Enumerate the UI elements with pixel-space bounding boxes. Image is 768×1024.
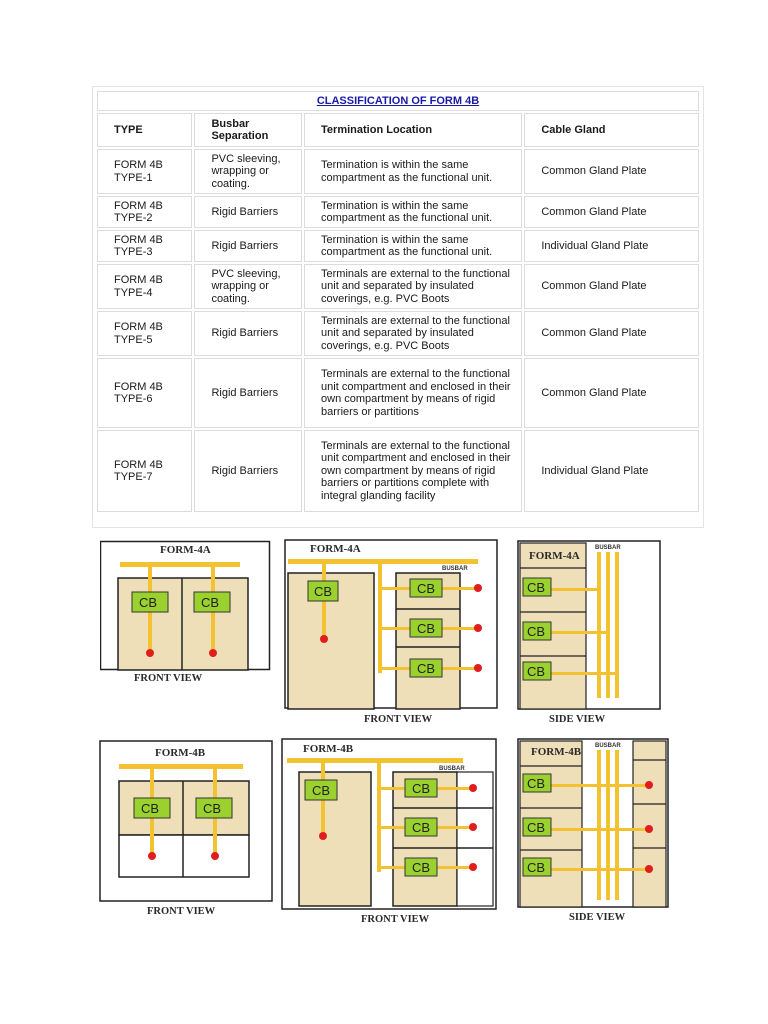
form4b-front-small-diagram [99,740,275,920]
cell-type: FORM 4B TYPE-7 [97,430,192,512]
header-termination-location: Termination Location [304,113,522,147]
cb-label: CB [527,860,546,875]
cb-label: CB [201,595,220,610]
terminal-compartment [119,835,249,877]
cell-termination: Terminals are external to the functional unit compartment and enclosed in their own compartment by means of rigid barriers or partitions complete with integral glanding facility [304,430,522,512]
terminal-dot [211,852,219,860]
cb-label: CB [314,584,333,599]
cb-label: CB [312,783,331,798]
cell-type: FORM 4B TYPE-2 [97,196,192,228]
busbar-label: BUSBAR [595,545,621,551]
diagram-caption: SIDE VIEW [549,714,606,725]
cb-label: CB [417,621,436,636]
diagram-title: FORM-4B [155,747,206,759]
table-row [97,430,699,512]
cb-label: CB [527,820,546,835]
table-row [97,149,699,194]
cell-gland: Common Gland Plate [524,311,699,356]
header-type: TYPE [97,113,192,147]
terminal-dot [148,852,156,860]
classification-table-frame [92,86,704,528]
header-cable-gland: Cable Gland [524,113,699,147]
terminal-dot [645,865,653,873]
cell-gland: Common Gland Plate [524,264,699,309]
terminal-column [457,772,493,906]
busbar-label: BUSBAR [442,566,468,572]
busbar [615,750,619,900]
terminal-dot [469,823,477,831]
cb-label: CB [417,581,436,596]
terminal-dot [319,832,327,840]
terminal-compartments [633,741,666,907]
busbar [615,552,619,698]
diagram-caption: FRONT VIEW [361,914,430,925]
table-row [97,358,699,428]
cell-termination: Termination is within the same compartment as the functional unit. [304,196,522,228]
cell-gland: Individual Gland Plate [524,230,699,262]
form4a-front-small-diagram [100,540,272,686]
cb-label: CB [139,595,158,610]
busbar [120,562,240,567]
cell-busbar: Rigid Barriers [194,311,302,356]
diagram-title: FORM-4A [529,550,580,562]
tap [537,828,649,831]
cell-busbar: PVC sleeving, wrapping or coating. [194,149,302,194]
cb-label: CB [412,860,431,875]
cell-busbar: Rigid Barriers [194,358,302,428]
diagram-title: FORM-4A [310,543,361,555]
cell-gland: Common Gland Plate [524,196,699,228]
table-row [97,196,699,228]
cb-label: CB [527,580,546,595]
busbar [287,758,463,763]
cell-busbar: Rigid Barriers [194,430,302,512]
cb-label: CB [203,801,222,816]
diagram-caption: SIDE VIEW [569,912,626,923]
table-row [97,230,699,262]
form4a-front-large-diagram [284,539,500,729]
cell-type: FORM 4B TYPE-3 [97,230,192,262]
riser [378,561,382,673]
cb-label: CB [527,624,546,639]
diagram-title: FORM-4A [160,544,211,556]
cb-label: CB [527,776,546,791]
diagram-caption: FRONT VIEW [364,714,433,725]
cell-busbar: Rigid Barriers [194,230,302,262]
busbar [597,552,601,698]
cell-busbar: Rigid Barriers [194,196,302,228]
busbar [288,559,478,564]
table-title-cell [97,91,699,111]
busbar [119,764,243,769]
tap [537,868,649,871]
terminal-dot [645,825,653,833]
form4b-front-large-diagram [281,738,499,928]
form4a-side-diagram [517,540,663,726]
cell-gland: Individual Gland Plate [524,430,699,512]
cb-label: CB [527,664,546,679]
terminal-dot [474,664,482,672]
cell-type: FORM 4B TYPE-5 [97,311,192,356]
tap [537,784,649,787]
diagram-caption: FRONT VIEW [134,673,203,684]
cb-label: CB [412,781,431,796]
terminal-dot [209,649,217,657]
form4b-side-diagram [517,738,671,928]
classification-table [95,89,701,514]
cell-type: FORM 4B TYPE-1 [97,149,192,194]
busbar [606,552,610,698]
cell-busbar: PVC sleeving, wrapping or coating. [194,264,302,309]
cell-gland: Common Gland Plate [524,358,699,428]
terminal-dot [320,635,328,643]
busbar-label: BUSBAR [595,743,621,749]
cell-termination: Termination is within the same compartment as the functional unit. [304,230,522,262]
terminal-dot [474,584,482,592]
cb-label: CB [417,661,436,676]
diagram-title: FORM-4B [303,743,354,755]
cell-gland: Common Gland Plate [524,149,699,194]
table-title-link[interactable]: CLASSIFICATION OF FORM 4B [316,94,480,107]
terminal-dot [469,784,477,792]
diagram-title: FORM-4B [531,746,582,758]
cell-termination: Terminals are external to the functional unit compartment and enclosed in their own compartment by means of rigid barriers or partitions [304,358,522,428]
table-header-row [97,113,699,147]
cell-termination: Termination is within the same compartment as the functional unit. [304,149,522,194]
busbar [597,750,601,900]
terminal-dot [645,781,653,789]
diagram-caption: FRONT VIEW [147,906,216,917]
cell-type: FORM 4B TYPE-4 [97,264,192,309]
cb-label: CB [141,801,160,816]
cb-label: CB [412,820,431,835]
cell-termination: Terminals are external to the functional unit and separated by insulated coverings, e.g. PVC Boots [304,264,522,309]
header-busbar-separation: Busbar Separation [194,113,302,147]
busbar-label: BUSBAR [439,766,465,772]
terminal-dot [469,863,477,871]
terminal-dot [474,624,482,632]
cell-type: FORM 4B TYPE-6 [97,358,192,428]
riser [377,760,381,872]
busbar [606,750,610,900]
cell-termination: Terminals are external to the functional unit and separated by insulated coverings, e.g. PVC Boots [304,311,522,356]
terminal-dot [146,649,154,657]
table-row [97,264,699,309]
table-row [97,311,699,356]
